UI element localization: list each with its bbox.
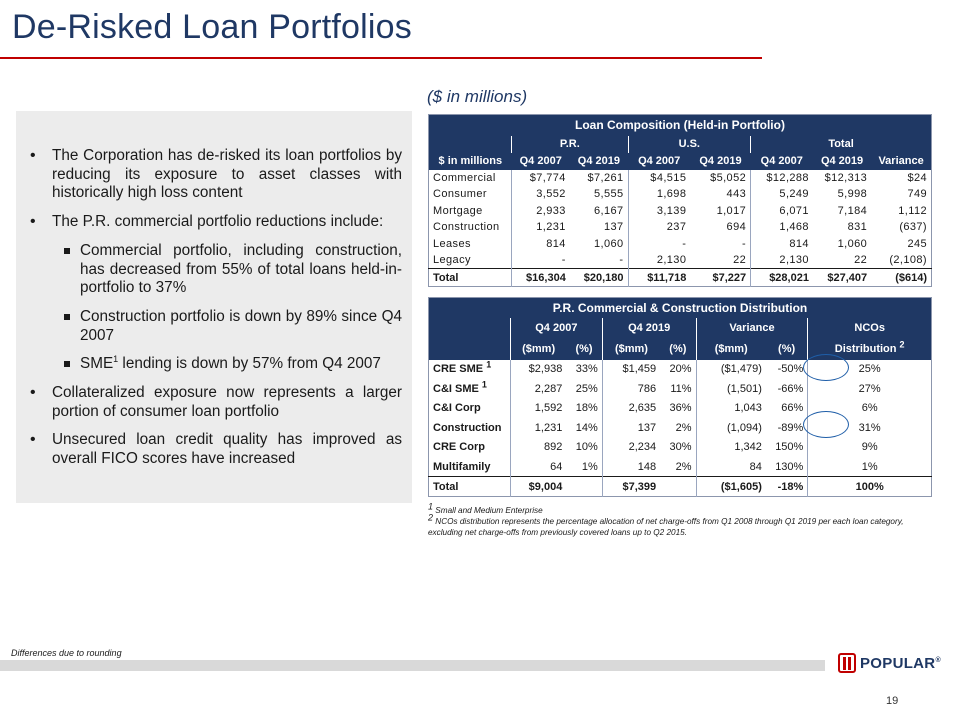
table-cell: 31%: [808, 418, 932, 438]
table-cell: 814: [751, 236, 813, 253]
table-cell: 2%: [675, 421, 692, 434]
table-row: [429, 236, 932, 253]
footnotes: [428, 501, 928, 538]
table-cell: 1,060: [593, 237, 624, 250]
table-row: [429, 438, 932, 458]
bottom-bar: [0, 660, 825, 671]
table-cell: 1,468: [751, 219, 813, 236]
table-cell: 2,130: [628, 252, 690, 269]
units-note: ($ in millions): [427, 87, 528, 106]
table-cell: $7,227: [690, 269, 750, 287]
table-cell: 2,234: [602, 438, 660, 458]
slide-title: De-Risked Loan Portfolios: [12, 8, 412, 46]
loan-col-header: Q4 2019: [699, 155, 742, 167]
row-label: CRE Corp: [433, 441, 485, 454]
table-cell: 1,698: [628, 186, 690, 203]
row-label: Consumer: [433, 188, 487, 201]
table-cell: 245: [907, 237, 927, 250]
table-cell: 786: [602, 379, 660, 399]
loan-group-us: U.S.: [628, 136, 751, 153]
table-cell: 2,130: [751, 252, 813, 269]
prc-col-blank: [429, 338, 511, 360]
table-cell: 1,017: [716, 204, 747, 217]
footnote-2-text: NCOs distribution represents the percentage allocation of net charge-offs from Q1 2008 through Q1 2019 per each loan category, excluding net charge-offs from previously covered loans up to Q2 2015.: [428, 517, 904, 537]
loan-col-header: Q4 2007: [760, 155, 803, 167]
highlight-circle-construction: [803, 411, 849, 438]
table-cell: 6%: [808, 399, 932, 419]
row-label: Construction: [433, 421, 502, 434]
row-footnote-ref: 1: [486, 359, 492, 370]
bullet-unsecured: • Unsecured loan credit quality has improved as overall FICO scores have increased: [30, 431, 402, 468]
prc-col-header: ($mm): [696, 338, 766, 360]
table-cell: $1,459: [602, 360, 660, 380]
table-cell: -18%: [766, 477, 808, 497]
table-row: [429, 170, 932, 187]
table-row: [429, 203, 932, 220]
prc-group-blank: [429, 318, 511, 338]
table-cell: 14%: [575, 421, 598, 434]
row-label: Legacy: [433, 254, 471, 266]
table-row: [429, 457, 932, 477]
table-cell: ($1,605): [696, 477, 766, 497]
table-cell: 1%: [808, 457, 932, 477]
table-cell: 66%: [781, 402, 804, 415]
sub-bullet-construction: Construction portfolio is down by 89% since Q4 2007: [30, 308, 402, 345]
loan-col-header: Q4 2007: [638, 155, 681, 167]
table-cell: -: [512, 252, 570, 269]
table-cell: $7,399: [602, 477, 660, 497]
loan-table-body: [429, 170, 932, 287]
table-cell: 22: [733, 254, 747, 266]
table-cell: 1,043: [696, 399, 766, 419]
loan-col-header: Q4 2019: [577, 155, 620, 167]
table-cell: 892: [510, 438, 566, 458]
table-cell: 11%: [670, 382, 692, 395]
title-rule: [0, 57, 762, 59]
prc-col-header: ($mm): [602, 338, 660, 360]
table-cell: 130%: [775, 460, 804, 473]
prc-col-header: (%): [778, 342, 796, 355]
table-cell: $7,774: [512, 170, 570, 187]
footnote-1-text: Small and Medium Enterprise: [433, 506, 543, 515]
table-cell: (1,501): [696, 379, 766, 399]
table-cell: 1,060: [837, 237, 868, 250]
row-label: C&I Corp: [433, 402, 481, 415]
prc-table-title: P.R. Commercial & Construction Distribution: [552, 300, 808, 315]
loan-col-label: $ in millions: [438, 155, 503, 167]
prc-col-header: ($mm): [510, 338, 566, 360]
prc-table-body: [429, 360, 932, 497]
prc-group-q4-2007: Q4 2007: [510, 318, 602, 338]
table-row: [429, 418, 932, 438]
loan-composition-table: [428, 114, 932, 287]
bullet-pr-reductions: • The P.R. commercial portfolio reductions include:: [30, 213, 402, 232]
table-cell: 694: [726, 221, 747, 234]
table-cell: 22: [854, 254, 868, 266]
table-cell: 1,342: [696, 438, 766, 458]
loan-col-header: Q4 2019: [820, 155, 864, 167]
loan-group-total: Total: [751, 136, 932, 153]
row-label: [429, 379, 511, 399]
table-cell: -: [619, 254, 624, 266]
footnote-1-ref: 1: [428, 501, 434, 512]
table-cell: $16,304: [512, 269, 570, 287]
table-row: [429, 399, 932, 419]
footnote-1: [428, 501, 928, 516]
row-label: Construction: [433, 221, 500, 234]
table-cell: 137: [603, 221, 624, 234]
table-cell: 5,555: [593, 188, 624, 201]
prc-group-q4-2019: Q4 2019: [602, 318, 696, 338]
table-cell: 36%: [669, 402, 692, 415]
table-cell: 100%: [808, 477, 932, 497]
row-label: Multifamily: [433, 460, 491, 473]
table-cell: 9%: [808, 438, 932, 458]
table-cell: 443: [726, 188, 747, 201]
table-cell: 2,287: [510, 379, 566, 399]
table-cell: 148: [602, 457, 660, 477]
table-cell: 2%: [675, 460, 692, 473]
loan-group-blank: [429, 136, 512, 153]
footnote-2: [428, 512, 928, 538]
row-footnote-ref: 1: [481, 379, 487, 390]
highlight-circle-cre-sme: [803, 354, 849, 381]
sme-footnote-ref: 1: [113, 354, 119, 365]
sub-bullet-sme: [30, 355, 402, 374]
logo-registered: ®: [935, 656, 941, 664]
table-row: [429, 186, 932, 203]
table-cell: ($614): [871, 269, 931, 287]
table-cell: 5,998: [837, 188, 868, 201]
differences-note: Differences due to rounding: [11, 648, 122, 658]
table-cell: $12,288: [751, 170, 813, 187]
bullet-derisked: • The Corporation has de-risked its loan portfolios by reducing its exposure to asset classes with historically high loss content: [30, 147, 402, 203]
table-cell: 20%: [669, 363, 692, 376]
table-cell: 33%: [575, 363, 598, 376]
logo-wordmark: POPULAR: [860, 654, 936, 672]
table-cell: $12,313: [824, 171, 868, 184]
table-row: [429, 379, 932, 399]
table-cell: 27%: [808, 379, 932, 399]
table-cell: [566, 477, 602, 497]
prc-group-variance: Variance: [696, 318, 808, 338]
table-cell: 1,231: [512, 219, 570, 236]
table-cell: $20,180: [570, 269, 628, 287]
row-label: Leases: [433, 237, 471, 250]
table-cell: 1,231: [510, 418, 566, 438]
table-cell: $9,004: [510, 477, 566, 497]
table-cell: $28,021: [751, 269, 813, 287]
table-cell: $7,261: [587, 171, 624, 184]
table-cell: 64: [510, 457, 566, 477]
table-cell: 137: [602, 418, 660, 438]
pr-commercial-distribution-table: [428, 297, 932, 497]
table-cell: (2,108): [889, 254, 927, 266]
table-cell: $24: [907, 171, 927, 184]
table-cell: 30%: [669, 441, 692, 454]
row-label: Mortgage: [433, 204, 483, 217]
prc-group-ncos: NCOs: [808, 318, 932, 338]
popular-logo: [838, 653, 941, 673]
loan-col-header: Variance: [878, 155, 924, 167]
sme-text-rest: lending is down by 57% from Q4 2007: [118, 355, 381, 373]
row-label-text: CRE SME: [433, 363, 484, 376]
table-cell: $27,407: [813, 269, 871, 287]
distribution-label: Distribution: [834, 342, 897, 355]
table-cell: 150%: [775, 441, 804, 454]
row-label: [429, 360, 511, 380]
row-label: Total: [429, 477, 511, 497]
row-label: Total: [429, 269, 512, 287]
table-cell: $11,718: [628, 269, 690, 287]
table-cell: ($1,479): [696, 360, 766, 380]
prc-col-header: (%): [575, 342, 593, 355]
table-row: [429, 360, 932, 380]
table-cell: -50%: [777, 363, 804, 376]
table-cell: 25%: [808, 360, 932, 380]
table-cell: 2,933: [512, 203, 570, 220]
bullet-collateralized: • Collateralized exposure now represents a larger portion of consumer loan portfolio: [30, 384, 402, 421]
table-cell: (637): [899, 221, 927, 234]
table-cell: [660, 477, 696, 497]
page-number: 19: [886, 695, 899, 707]
distribution-footnote-ref: 2: [899, 338, 905, 349]
prc-col-header: (%): [669, 342, 687, 355]
sme-text: SME: [80, 355, 114, 373]
table-cell: 3,552: [512, 186, 570, 203]
table-cell: 1%: [581, 460, 598, 473]
table-row: [429, 219, 932, 236]
sub-bullet-commercial: Commercial portfolio, including construction, has decreased from 55% of total loans held-in-portfolio to 37%: [30, 242, 402, 298]
table-cell: 814: [512, 236, 570, 253]
table-cell: 3,139: [628, 203, 690, 220]
table-cell: -89%: [777, 421, 804, 434]
table-row: [429, 252, 932, 269]
loan-group-pr: P.R.: [512, 136, 628, 153]
row-label-text: C&I SME: [433, 382, 479, 395]
table-cell: 6,167: [593, 204, 624, 217]
table-cell: (1,094): [696, 418, 766, 438]
table-cell: 10%: [575, 441, 598, 454]
table-cell: 1,592: [510, 399, 566, 419]
table-cell: -66%: [777, 382, 804, 395]
bullet-panel: [16, 111, 412, 503]
bullet-list: [30, 147, 402, 469]
table-cell: 7,184: [837, 204, 868, 217]
table-cell: 237: [628, 219, 690, 236]
total-row: [429, 477, 932, 497]
table-cell: $5,052: [710, 171, 747, 184]
table-cell: -: [628, 236, 690, 253]
row-label: Commercial: [433, 171, 496, 184]
total-row: [429, 269, 932, 287]
table-cell: 84: [696, 457, 766, 477]
table-cell: -: [742, 237, 747, 250]
table-cell: 749: [907, 188, 927, 201]
table-cell: 831: [847, 221, 868, 234]
table-cell: 2,635: [602, 399, 660, 419]
loan-table-title: Loan Composition (Held-in Portfolio): [575, 118, 785, 133]
footnote-2-ref: 2: [428, 512, 434, 523]
table-cell: 6,071: [751, 203, 813, 220]
table-cell: 25%: [575, 382, 598, 395]
popular-logo-text: [860, 655, 941, 672]
loan-col-header: Q4 2007: [519, 155, 562, 167]
table-cell: 18%: [575, 402, 598, 415]
table-cell: $2,938: [510, 360, 566, 380]
popular-logo-icon: [838, 653, 856, 673]
table-cell: 5,249: [751, 186, 813, 203]
table-cell: 1,112: [898, 204, 927, 217]
table-cell: $4,515: [628, 170, 690, 187]
